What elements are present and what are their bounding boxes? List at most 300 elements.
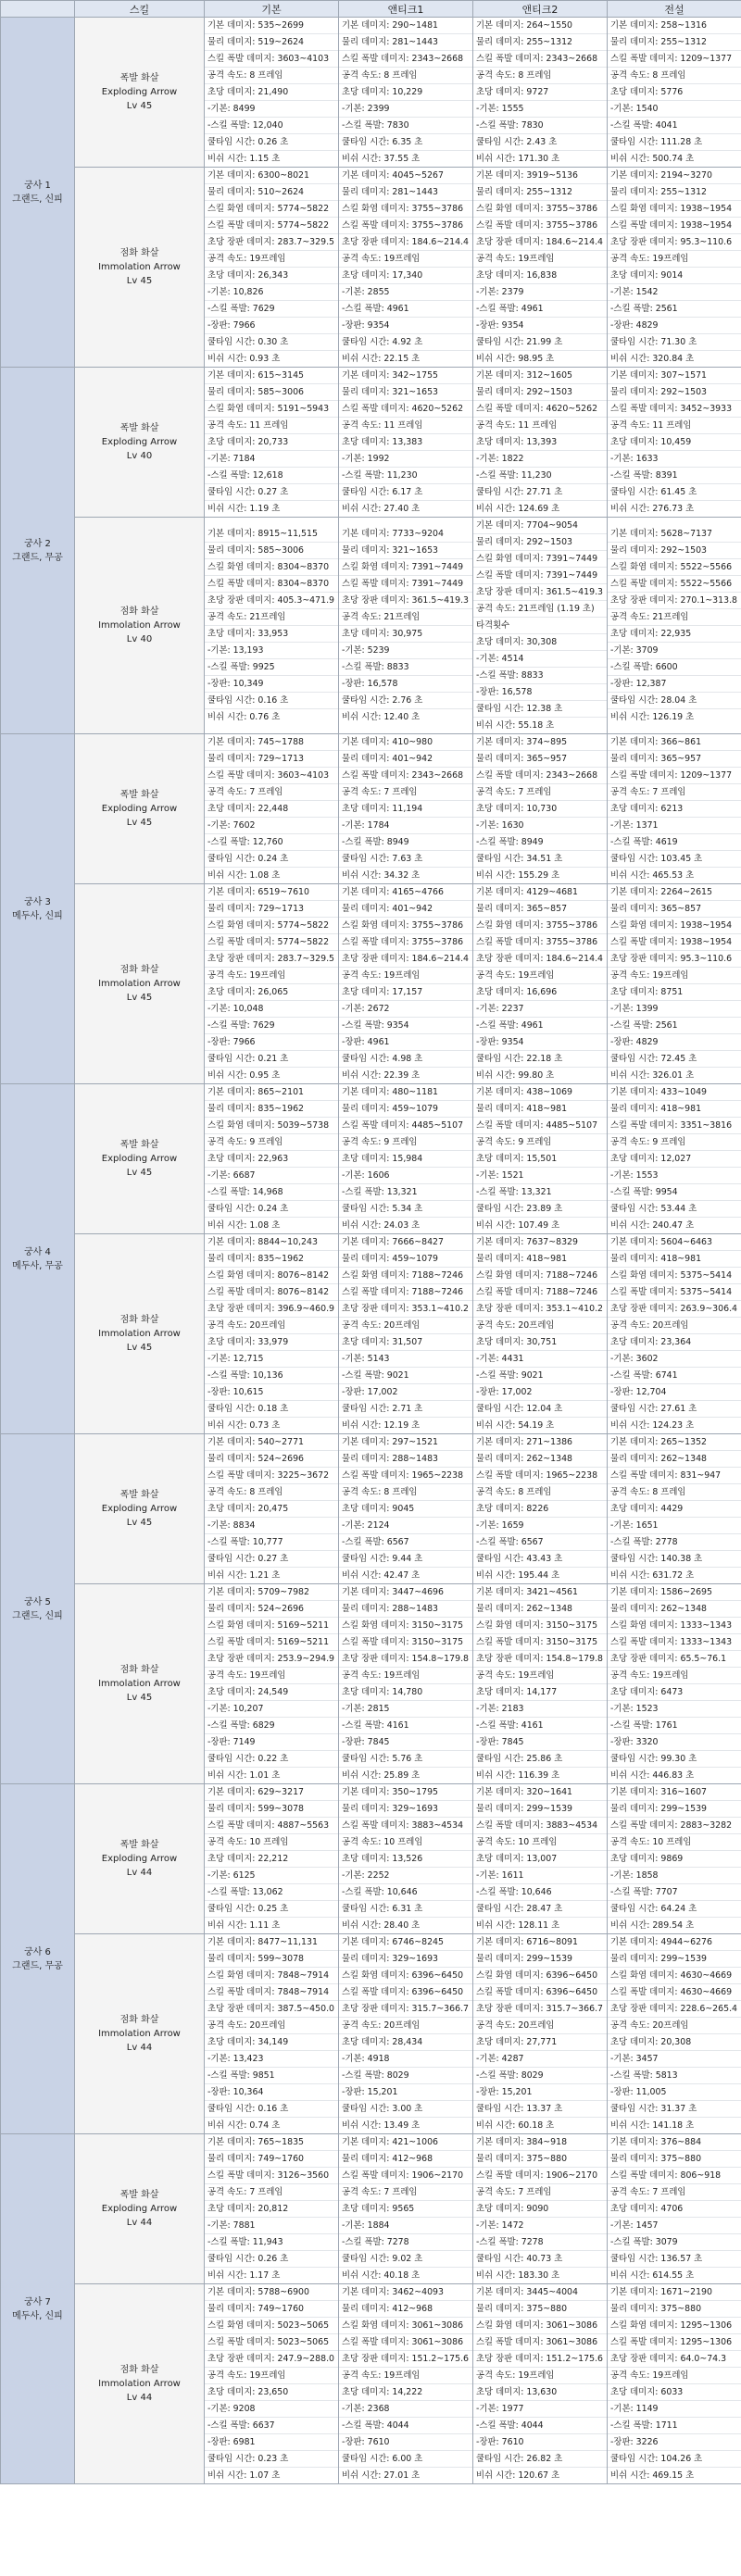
stat-line: -스킬 폭발: 6637	[205, 2418, 338, 2434]
stat-line: 비쉬 시간: 1.01 초	[207, 1770, 281, 1781]
stat-line: 쿨타임 시간: 27.61 초	[608, 1401, 741, 1418]
stat-line: 공격 속도: 8 프레임	[473, 68, 607, 84]
stat-line: 기본 데미지: 5604~6463	[608, 1234, 741, 1251]
stat-line: 기본 데미지: 7666~8427	[339, 1234, 472, 1251]
stat-line: 초당 데미지: 6213	[608, 801, 741, 818]
stat-line: 쿨타임 시간: 34.51 초	[473, 851, 607, 868]
stat-line: 물리 데미지: 524~2696	[205, 1601, 338, 1618]
stat-line: 비쉬 시간: 183.30 초	[476, 2270, 560, 2281]
stat-line: 초당 데미지: 22,212	[205, 1851, 338, 1868]
skill-level: Lv 45	[126, 993, 153, 1003]
skill-name-en: Immolation Arrow	[98, 2029, 181, 2039]
stat-line: 초당 장판 데미지: 283.7~329.5	[205, 234, 338, 251]
stat-line: 비쉬 시간: 107.49 초	[476, 1220, 560, 1231]
stat-line: 비쉬 시간: 0.74 초	[207, 2120, 281, 2131]
stat-line: 쿨타임 시간: 0.24 초	[205, 851, 338, 868]
stat-line: 공격 속도: 8 프레임	[339, 68, 472, 84]
stat-line: 물리 데미지: 401~942	[339, 901, 472, 918]
stat-line: 기본 데미지: 3462~4093	[339, 2284, 472, 2301]
stat-line: 초당 데미지: 21,490	[205, 84, 338, 101]
stat-line: 기본 데미지: 264~1550	[473, 18, 607, 34]
stat-line: -장판: 4829	[608, 318, 741, 334]
stat-line: 공격 속도: 8 프레임	[608, 68, 741, 84]
stat-line: 초당 장판 데미지: 361.5~419.3	[473, 584, 607, 601]
stat-line: -스킬 폭발: 4044	[339, 2418, 472, 2434]
stat-line: 초당 데미지: 26,065	[205, 984, 338, 1001]
stat-line: 쿨타임 시간: 2.71 초	[339, 1401, 472, 1418]
stat-line: 공격 속도: 19프레임	[473, 251, 607, 268]
stat-line: 공격 속도: 11 프레임	[608, 418, 741, 434]
stat-line: -스킬 폭발: 3079	[608, 2234, 741, 2251]
stat-line: 스킬 폭발 데미지: 831~947	[608, 1468, 741, 1484]
stat-line: 기본 데미지: 480~1181	[339, 1084, 472, 1101]
stats-cell-legend	[608, 2134, 741, 2284]
stats-cell-antique1	[339, 1934, 473, 2134]
stat-line: 스킬 폭발 데미지: 1965~2238	[339, 1468, 472, 1484]
stats-cell-antique1	[339, 1584, 473, 1784]
stat-line: -기본: 3457	[608, 2051, 741, 2068]
stat-line: 공격 속도: 9 프레임	[608, 1134, 741, 1151]
stat-line: 기본 데미지: 297~1521	[339, 1434, 472, 1451]
skill-name-en: Immolation Arrow	[98, 1679, 181, 1689]
stat-line: 초당 데미지: 23,364	[608, 1334, 741, 1351]
skill-name-en: Immolation Arrow	[98, 1329, 181, 1339]
stat-line: -스킬 폭발: 9925	[205, 659, 338, 676]
stat-line: 물리 데미지: 255~1312	[608, 184, 741, 201]
stat-line: -스킬 폭발: 14,968	[205, 1184, 338, 1201]
stat-line: 물리 데미지: 262~1348	[473, 1451, 607, 1468]
stat-line: 비쉬 시간: 155.29 초	[476, 870, 560, 881]
stats-cell-legend	[608, 1584, 741, 1784]
stat-line: -기본: 1858	[608, 1868, 741, 1884]
stat-line: 기본 데미지: 366~861	[608, 734, 741, 751]
stat-line: 공격 속도: 8 프레임	[473, 1484, 607, 1501]
stat-line: 초당 장판 데미지: 253.9~294.9	[205, 1651, 338, 1668]
stat-line: 쿨타임 시간: 0.27 초	[205, 484, 338, 501]
stat-line: -기본: 10,048	[205, 1001, 338, 1018]
stat-line: 공격 속도: 21프레임 (1.19 초)	[473, 601, 607, 618]
stat-line: 비쉬 시간: 12.19 초	[342, 1420, 421, 1431]
stat-line: 물리 데미지: 835~1962	[205, 1101, 338, 1118]
stat-line: 쿨타임 시간: 0.30 초	[205, 334, 338, 351]
stat-line: -스킬 폭발: 2778	[608, 1534, 741, 1551]
stat-line: 초당 데미지: 4429	[608, 1501, 741, 1518]
stat-line: 쿨타임 시간: 0.16 초	[205, 693, 338, 709]
stat-line: 쿨타임 시간: 0.23 초	[205, 2451, 338, 2468]
stat-line: -스킬 폭발: 7830	[473, 118, 607, 134]
stat-line: 물리 데미지: 329~1693	[339, 1801, 472, 1818]
stat-line: 초당 데미지: 10,229	[339, 84, 472, 101]
stat-line: 비쉬 시간: 120.67 초	[476, 2470, 560, 2481]
skill-name-ko: 점화 화살	[119, 2365, 159, 2375]
hunter-weapons: 그랜드, 무공	[12, 552, 63, 563]
stat-line: 스킬 폭발 데미지: 3603~4103	[205, 51, 338, 68]
stat-line: -기본: 1784	[339, 818, 472, 834]
stat-line: -스킬 폭발: 4161	[339, 1718, 472, 1734]
stat-line: 비쉬 시간: 99.80 초	[476, 1070, 555, 1081]
stat-line: 쿨타임 시간: 31.37 초	[608, 2101, 741, 2118]
header-hunter	[1, 1, 75, 18]
stat-line: 기본 데미지: 8915~11,515	[205, 526, 338, 543]
stat-line: 물리 데미지: 365~857	[473, 901, 607, 918]
stat-line: 비쉬 시간: 1.08 초	[207, 870, 281, 881]
stat-line: 물리 데미지: 749~1760	[205, 2301, 338, 2318]
skill-level: Lv 40	[126, 634, 153, 644]
table-row	[1, 884, 741, 1084]
stat-line: 비쉬 시간: 22.15 초	[342, 354, 421, 364]
stat-line: -스킬 폭발: 6829	[205, 1718, 338, 1734]
stat-line: -기본: 1553	[608, 1168, 741, 1184]
skill-level: Lv 40	[126, 451, 153, 461]
stats-cell-basic	[205, 1234, 339, 1434]
hunter-name: 궁사 5	[24, 1596, 51, 1607]
stat-line: -스킬 폭발: 13,062	[205, 1884, 338, 1901]
hunter-name: 궁사 1	[24, 180, 51, 191]
stat-line: 쿨타임 시간: 103.45 초	[608, 851, 741, 868]
stat-line: 물리 데미지: 262~1348	[473, 1601, 607, 1618]
table-row	[1, 1584, 741, 1784]
stat-line: 기본 데미지: 1671~2190	[608, 2284, 741, 2301]
stat-line: 공격 속도: 7 프레임	[339, 784, 472, 801]
skill-name-ko: 폭발 화살	[119, 423, 159, 433]
stat-line: 기본 데미지: 265~1352	[608, 1434, 741, 1451]
stat-line: 초당 장판 데미지: 283.7~329.5	[205, 951, 338, 968]
stat-line: 공격 속도: 19프레임	[608, 968, 741, 984]
stats-cell-antique1	[339, 368, 473, 518]
stat-line: 공격 속도: 20프레임	[473, 2018, 607, 2034]
stat-line: 스킬 화염 데미지: 5522~5566	[608, 559, 741, 576]
stat-line: -기본: 8834	[205, 1518, 338, 1534]
stat-line: -기본: 2252	[339, 1868, 472, 1884]
skill-cell	[75, 1584, 205, 1784]
stat-line: 공격 속도: 19프레임	[205, 2368, 338, 2384]
stats-cell-antique1	[339, 734, 473, 884]
stat-line: 비쉬 시간: 54.19 초	[476, 1420, 555, 1431]
stat-line: 초당 장판 데미지: 270.1~313.8	[608, 593, 741, 609]
stat-line: 초당 데미지: 26,343	[205, 268, 338, 284]
stat-line: 물리 데미지: 292~1503	[608, 543, 741, 559]
stat-line: -기본: 5239	[339, 643, 472, 659]
stats-cell-antique2	[473, 2134, 608, 2284]
stat-line: 스킬 폭발 데미지: 1906~2170	[339, 2168, 472, 2184]
stat-line: 비쉬 시간: 469.15 초	[610, 2470, 695, 2481]
skill-name-ko: 폭발 화살	[119, 1140, 159, 1150]
stat-line: -기본: 1457	[608, 2218, 741, 2234]
stat-line: 비쉬 시간: 240.47 초	[610, 1220, 695, 1231]
stat-line: -스킬 폭발: 1761	[608, 1718, 741, 1734]
stat-line: -기본: 1651	[608, 1518, 741, 1534]
stat-line: 쿨타임 시간: 5.76 초	[339, 1751, 472, 1768]
skill-name-en: Exploding Arrow	[101, 87, 178, 97]
skill-cell	[75, 734, 205, 884]
stat-line: 기본 데미지: 4045~5267	[339, 168, 472, 184]
table-row	[1, 2134, 741, 2284]
skill-level: Lv 45	[126, 1168, 153, 1178]
skill-name-ko: 점화 화살	[119, 1665, 159, 1675]
stat-line: -기본: 13,423	[205, 2051, 338, 2068]
stat-line: 쿨타임 시간: 0.16 초	[205, 2101, 338, 2118]
stat-line: 공격 속도: 9 프레임	[339, 1134, 472, 1151]
stat-line: 기본 데미지: 8844~10,243	[205, 1234, 338, 1251]
stat-line: 초당 데미지: 23,650	[205, 2384, 338, 2401]
skill-level: Lv 45	[126, 818, 153, 828]
stat-line: 공격 속도: 19프레임	[473, 968, 607, 984]
stat-line: -기본: 1977	[473, 2401, 607, 2418]
stat-line: -스킬 폭발: 4619	[608, 834, 741, 851]
stat-line: 스킬 화염 데미지: 3755~3786	[339, 201, 472, 218]
stat-line: 스킬 화염 데미지: 6396~6450	[473, 1968, 607, 1984]
stat-line: 물리 데미지: 292~1503	[473, 384, 607, 401]
hunter-name: 궁사 3	[24, 896, 51, 907]
stat-line: 기본 데미지: 2194~3270	[608, 168, 741, 184]
stat-line: 스킬 폭발 데미지: 2343~2668	[473, 51, 607, 68]
stat-line: -스킬 폭발: 9954	[608, 1184, 741, 1201]
skill-level: Lv 45	[126, 1518, 153, 1528]
stat-line: 공격 속도: 21프레임	[339, 609, 472, 626]
stat-line: 쿨타임 시간: 9.02 초	[339, 2251, 472, 2268]
stat-line: -기본: 1822	[473, 451, 607, 468]
stat-line: 스킬 폭발 데미지: 2343~2668	[339, 768, 472, 784]
stat-line: 물리 데미지: 262~1348	[608, 1601, 741, 1618]
stat-line: -기본: 1523	[608, 1701, 741, 1718]
stat-line: 초당 장판 데미지: 315.7~366.7	[473, 2001, 607, 2018]
stat-line: -기본: 2368	[339, 2401, 472, 2418]
stat-line: 초당 데미지: 13,383	[339, 434, 472, 451]
stat-line: 스킬 폭발 데미지: 2883~3282	[608, 1818, 741, 1834]
stat-line: 공격 속도: 19프레임	[339, 1668, 472, 1684]
stat-line: 기본 데미지: 615~3145	[205, 368, 338, 384]
stat-line: 쿨타임 시간: 71.30 초	[608, 334, 741, 351]
stat-line: -기본: 1540	[608, 101, 741, 118]
stats-cell-antique2	[473, 168, 608, 368]
stat-line: 기본 데미지: 421~1006	[339, 2134, 472, 2151]
stat-line: 초당 데미지: 34,149	[205, 2034, 338, 2051]
stat-line: 초당 데미지: 17,340	[339, 268, 472, 284]
stat-line: -장판: 3226	[608, 2434, 741, 2451]
stat-line: 공격 속도: 19프레임	[608, 1668, 741, 1684]
stat-line: -스킬 폭발: 4044	[473, 2418, 607, 2434]
stats-cell-basic	[205, 1934, 339, 2134]
stat-line: -기본: 4287	[473, 2051, 607, 2068]
stat-line: -기본: 2124	[339, 1518, 472, 1534]
stat-line: 초당 데미지: 28,434	[339, 2034, 472, 2051]
stat-line: -스킬 폭발: 8833	[339, 659, 472, 676]
stat-line: 물리 데미지: 412~968	[339, 2151, 472, 2168]
stat-line: 공격 속도: 7 프레임	[205, 2184, 338, 2201]
stat-line: -스킬 폭발: 8029	[473, 2068, 607, 2084]
stat-line: 쿨타임 시간: 6.35 초	[339, 134, 472, 151]
stat-line: 스킬 폭발 데미지: 1906~2170	[473, 2168, 607, 2184]
stat-line: -장판: 12,704	[608, 1384, 741, 1401]
stat-line: 스킬 폭발 데미지: 1209~1377	[608, 768, 741, 784]
stat-line: 스킬 화염 데미지: 7391~7449	[473, 551, 607, 568]
stat-line: -기본: 7881	[205, 2218, 338, 2234]
stat-line: 공격 속도: 11 프레임	[339, 418, 472, 434]
stat-line: 스킬 화염 데미지: 1295~1306	[608, 2318, 741, 2334]
stat-line: 기본 데미지: 376~884	[608, 2134, 741, 2151]
stat-line: 물리 데미지: 401~942	[339, 751, 472, 768]
stat-line: -스킬 폭발: 6567	[339, 1534, 472, 1551]
stat-line: 초당 데미지: 13,526	[339, 1851, 472, 1868]
stat-line: 스킬 폭발 데미지: 7391~7449	[473, 568, 607, 584]
stat-line: 물리 데미지: 524~2696	[205, 1451, 338, 1468]
stat-line: -스킬 폭발: 10,646	[339, 1884, 472, 1901]
stat-line: 공격 속도: 20프레임	[473, 1318, 607, 1334]
skill-cell	[75, 518, 205, 734]
stat-line: -기본: 6125	[205, 1868, 338, 1884]
stat-line: 스킬 폭발 데미지: 5774~5822	[205, 934, 338, 951]
stat-line: -기본: 1630	[473, 818, 607, 834]
stat-line: 스킬 폭발 데미지: 3150~3175	[339, 1634, 472, 1651]
skill-name-en: Immolation Arrow	[98, 2379, 181, 2389]
stat-line: 초당 장판 데미지: 95.3~110.6	[608, 951, 741, 968]
stat-line: 쿨타임 시간: 25.86 초	[473, 1751, 607, 1768]
stat-line: 비쉬 시간: 34.32 초	[342, 870, 421, 881]
skill-name-en: Exploding Arrow	[101, 804, 178, 814]
stat-line: 초당 데미지: 10,459	[608, 434, 741, 451]
stat-line: -기본: 2183	[473, 1701, 607, 1718]
stat-line: -장판: 7845	[473, 1734, 607, 1751]
stat-line: 기본 데미지: 316~1607	[608, 1784, 741, 1801]
stat-line: 비쉬 시간: 0.93 초	[207, 354, 281, 364]
stats-cell-basic	[205, 18, 339, 168]
stat-line: 비쉬 시간: 40.18 초	[342, 2270, 421, 2281]
stat-line: 초당 데미지: 10,730	[473, 801, 607, 818]
stats-cell-antique2	[473, 1934, 608, 2134]
stat-line: -스킬 폭발: 11,230	[473, 468, 607, 484]
stat-line: 기본 데미지: 4165~4766	[339, 884, 472, 901]
stats-cell-antique2	[473, 368, 608, 518]
stat-line: -스킬 폭발: 13,321	[339, 1184, 472, 1201]
stat-line: 스킬 폭발 데미지: 5023~5065	[205, 2334, 338, 2351]
skill-name-ko: 폭발 화살	[119, 2190, 159, 2200]
stats-cell-antique2	[473, 884, 608, 1084]
stat-line: 쿨타임 시간: 0.25 초	[205, 1901, 338, 1918]
hunter-weapons: 메두사, 신피	[12, 910, 63, 921]
stat-line: 기본 데미지: 438~1069	[473, 1084, 607, 1101]
stat-line: -스킬 폭발: 8949	[339, 834, 472, 851]
stat-line: -기본: 1149	[608, 2401, 741, 2418]
stat-line: 쿨타임 시간: 40.73 초	[473, 2251, 607, 2268]
stat-line: 공격 속도: 7 프레임	[473, 784, 607, 801]
stat-line: -기본: 1521	[473, 1168, 607, 1184]
stat-line: 비쉬 시간: 128.11 초	[476, 1920, 560, 1931]
stat-line: 초당 데미지: 17,157	[339, 984, 472, 1001]
stat-line: 물리 데미지: 418~981	[608, 1251, 741, 1268]
hunter-cell	[1, 1784, 75, 2134]
stat-line: -기본: 10,826	[205, 284, 338, 301]
stat-line: 쿨타임 시간: 0.18 초	[205, 1401, 338, 1418]
stat-line: 기본 데미지: 6519~7610	[205, 884, 338, 901]
stat-line: -스킬 폭발: 4961	[473, 1018, 607, 1034]
stat-line: 비쉬 시간: 13.49 초	[342, 2120, 421, 2131]
stats-cell-basic	[205, 734, 339, 884]
stat-line: 공격 속도: 19프레임	[339, 968, 472, 984]
stat-line: 공격 속도: 19프레임	[339, 2368, 472, 2384]
stat-line: 초당 장판 데미지: 64.0~74.3	[608, 2351, 741, 2368]
stat-line: 초당 장판 데미지: 263.9~306.4	[608, 1301, 741, 1318]
stat-line: -장판: 7610	[339, 2434, 472, 2451]
stat-line: -스킬 폭발: 12,618	[205, 468, 338, 484]
stat-line: 비쉬 시간: 465.53 초	[610, 870, 695, 881]
stat-line: 초당 데미지: 24,549	[205, 1684, 338, 1701]
stat-line: 초당 장판 데미지: 247.9~288.0	[205, 2351, 338, 2368]
stat-line: 비쉬 시간: 98.95 초	[476, 354, 555, 364]
hunter-cell	[1, 1084, 75, 1434]
stat-line: 초당 데미지: 16,696	[473, 984, 607, 1001]
stats-cell-legend	[608, 734, 741, 884]
hunter-name: 궁사 4	[24, 1246, 51, 1257]
stat-line: 공격 속도: 19프레임	[339, 251, 472, 268]
stat-line: 스킬 폭발 데미지: 806~918	[608, 2168, 741, 2184]
stat-line: 스킬 화염 데미지: 4630~4669	[608, 1968, 741, 1984]
stat-line: 초당 장판 데미지: 65.5~76.1	[608, 1651, 741, 1668]
stat-line: 스킬 폭발 데미지: 3755~3786	[473, 218, 607, 234]
stat-line: 스킬 폭발 데미지: 1938~1954	[608, 218, 741, 234]
stats-cell-basic	[205, 884, 339, 1084]
stats-cell-basic	[205, 1784, 339, 1934]
stat-line: 스킬 화염 데미지: 3061~3086	[473, 2318, 607, 2334]
stat-line: 비쉬 시간: 116.39 초	[476, 1770, 560, 1781]
stat-line: 비쉬 시간: 1.19 초	[207, 504, 281, 514]
stat-line: 공격 속도: 8 프레임	[205, 68, 338, 84]
stat-line: 공격 속도: 8 프레임	[339, 1484, 472, 1501]
stat-line: 스킬 폭발 데미지: 3061~3086	[473, 2334, 607, 2351]
stat-line: 비쉬 시간: 60.18 초	[476, 2120, 555, 2131]
stat-line: 공격 속도: 19프레임	[205, 251, 338, 268]
stat-line: -장판: 10,349	[205, 676, 338, 693]
stat-line: 공격 속도: 8 프레임	[608, 1484, 741, 1501]
stats-cell-antique2	[473, 518, 608, 734]
stat-line: 물리 데미지: 281~1443	[339, 184, 472, 201]
stat-line: 공격 속도: 10 프레임	[339, 1834, 472, 1851]
skill-name-en: Immolation Arrow	[98, 262, 181, 272]
stat-line: 스킬 폭발 데미지: 4620~5262	[473, 401, 607, 418]
stat-line: -기본: 9208	[205, 2401, 338, 2418]
stat-line: 쿨타임 시간: 2.43 초	[473, 134, 607, 151]
stats-cell-basic	[205, 518, 339, 734]
stat-line: 스킬 폭발 데미지: 6396~6450	[339, 1984, 472, 2001]
stat-line: 기본 데미지: 320~1641	[473, 1784, 607, 1801]
stat-line: -기본: 1542	[608, 284, 741, 301]
stat-line: -스킬 폭발: 7830	[339, 118, 472, 134]
stat-line: 물리 데미지: 321~1653	[339, 543, 472, 559]
stat-line: 스킬 폭발 데미지: 3150~3175	[473, 1634, 607, 1651]
stat-line: 물리 데미지: 510~2624	[205, 184, 338, 201]
stat-line: 스킬 화염 데미지: 7188~7246	[473, 1268, 607, 1284]
stat-line: 공격 속도: 21프레임	[608, 609, 741, 626]
stats-cell-legend	[608, 18, 741, 168]
skill-level: Lv 45	[126, 101, 153, 111]
stats-cell-antique1	[339, 518, 473, 734]
stat-line: 쿨타임 시간: 111.28 초	[608, 134, 741, 151]
stat-line: 공격 속도: 20프레임	[608, 1318, 741, 1334]
stat-line: 스킬 화염 데미지: 1938~1954	[608, 918, 741, 934]
stat-line: 초당 데미지: 20,812	[205, 2201, 338, 2218]
stat-line: 스킬 화염 데미지: 8076~8142	[205, 1268, 338, 1284]
stat-line: 공격 속도: 8 프레임	[205, 1484, 338, 1501]
stat-line: -장판: 17,002	[339, 1384, 472, 1401]
stat-line: 초당 데미지: 13,630	[473, 2384, 607, 2401]
stat-line: 쿨타임 시간: 6.31 초	[339, 1901, 472, 1918]
stat-line: 스킬 폭발 데미지: 3755~3786	[473, 934, 607, 951]
stats-cell-legend	[608, 884, 741, 1084]
stat-line: 물리 데미지: 292~1503	[473, 534, 607, 551]
stat-line: 물리 데미지: 262~1348	[608, 1451, 741, 1468]
skill-cell	[75, 2284, 205, 2484]
stats-cell-antique1	[339, 884, 473, 1084]
stat-line: 기본 데미지: 535~2699	[205, 18, 338, 34]
